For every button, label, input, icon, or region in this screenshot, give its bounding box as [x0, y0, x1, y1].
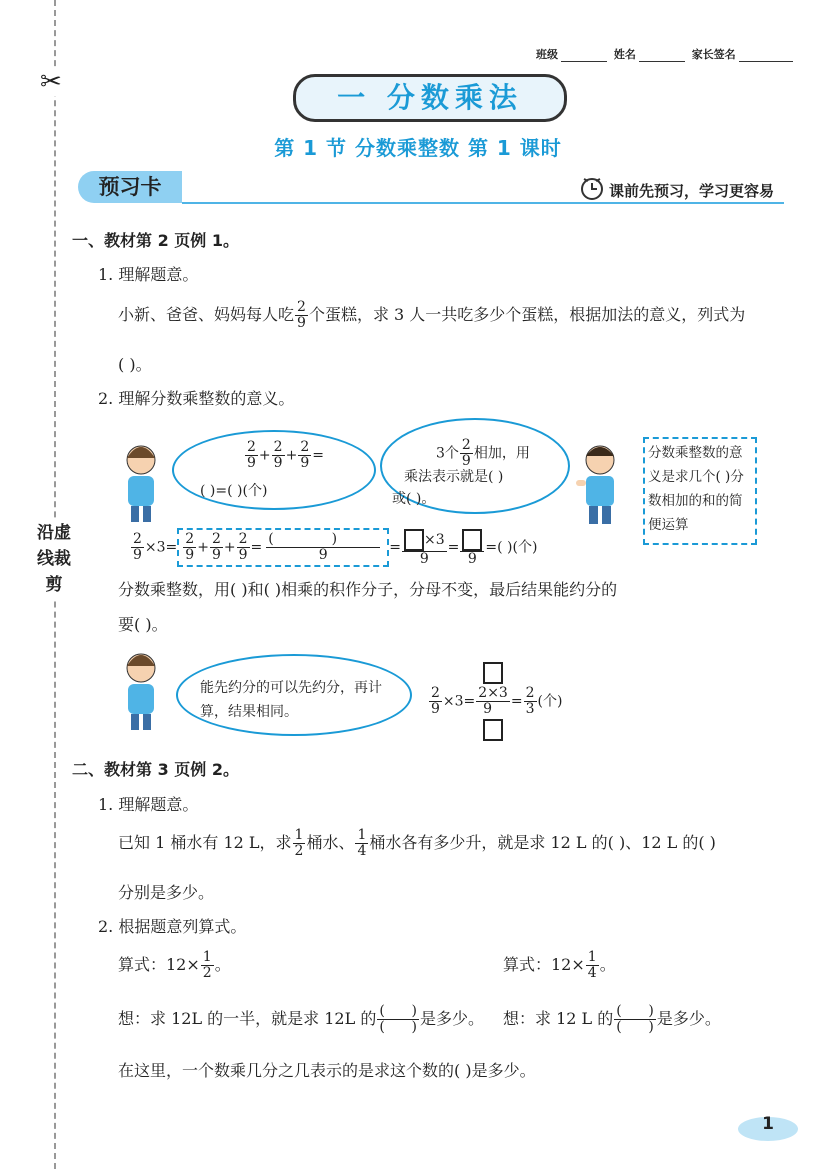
s1-q2-title: 2. 理解分数乘整数的意义。: [98, 389, 295, 408]
bubble2-line3[interactable]: 或( )。: [392, 491, 436, 507]
numerator: 2: [297, 299, 306, 315]
bubble2-line2[interactable]: 乘法表示就是( ): [404, 469, 504, 485]
blank-box[interactable]: [404, 529, 424, 551]
blank-box[interactable]: [483, 719, 503, 741]
s2-text-c[interactable]: 桶水各有多少升，就是求 12 L 的( )、12 L 的( ): [369, 833, 716, 852]
student-info-fields: [536, 46, 796, 62]
class-label: 班级: [536, 48, 558, 61]
scissors-icon: ✂: [40, 67, 62, 97]
blank-box[interactable]: [462, 529, 482, 551]
s1-q1-answer-blank[interactable]: ( )。: [118, 355, 152, 374]
think-quarter: [503, 1004, 721, 1035]
section-divider: [182, 202, 784, 204]
think-quarter-end: 是多少。: [656, 1009, 721, 1028]
parent-signature-field[interactable]: [739, 47, 793, 62]
parent-signature-label: 家长签名: [691, 48, 736, 61]
calc-half: 算式：12× $\frac{1}{2}$ 。: [118, 949, 231, 981]
rule-fill-line2[interactable]: 要( )。: [118, 615, 168, 634]
s2-text-a: 已知 1 桶水有 12 L，求: [118, 833, 292, 852]
boy-illustration: [572, 440, 628, 530]
conclusion-line[interactable]: 在这里，一个数乘几分之几表示的是求这个数的( )是多少。: [118, 1061, 536, 1080]
clock-icon: [578, 174, 606, 206]
calc-half-text: 算式：12×: [118, 955, 200, 974]
class-field[interactable]: [561, 47, 607, 62]
s2-q1-line1: 已知 1 桶水有 12 L，求 $\frac{1}{2}$ 桶水、 $\frac{1}{4}$ 桶水各有多少升，就是求 12 L 的( )、12 L 的( ): [118, 827, 716, 859]
denominator: 9: [297, 315, 306, 331]
blank-box[interactable]: [483, 662, 503, 684]
formula-answer-blank[interactable]: =( )(个): [485, 539, 538, 556]
preview-card-tag: 预习卡: [78, 171, 182, 203]
section1-title: 一、教材第 2 页例 1。: [72, 231, 239, 250]
think-half: [118, 1004, 484, 1035]
fraction-blank[interactable]: $\frac{( )}{( )}$: [616, 1003, 654, 1035]
fraction-multiplication-formula: $\frac{2}{9}$ ×3= $\frac{2}{9}$ + $\frac{2}{9}$ + $\frac{2}{9}$ = $\frac{( )}{9}$ = $\frac{\times 3}{9}$ = 9 =( )(个): [130, 528, 537, 567]
name-field[interactable]: [639, 47, 685, 62]
girl-illustration: [116, 440, 166, 528]
name-label: 姓名: [613, 48, 636, 61]
s2-q1-line2: 分别是多少。: [118, 883, 215, 902]
preview-slogan: 课前先预习，学习更容易: [609, 182, 775, 200]
chapter-title: 一 分数乘法: [293, 74, 567, 122]
lesson-title: 第 1 节 分数乘整数 第 1 课时: [274, 136, 562, 160]
s1-q1-text-b: 个蛋糕，求 3 人一共吃多少个蛋糕，根据加法的意义，列式为: [308, 305, 746, 324]
cut-instruction: 沿虚线裁剪: [36, 520, 72, 598]
bubble2-line1: 3个 $\frac{2}{9}$ 相加，用: [436, 437, 530, 469]
unit-label: (个): [537, 693, 563, 710]
calc-quarter: 算式：12× $\frac{1}{4}$ 。: [503, 949, 616, 981]
think-quarter-text: 想：求 12 L 的: [503, 1009, 614, 1028]
s1-q1-text-a: 小新、爸爸、妈妈每人吃: [118, 305, 295, 324]
section2-title: 二、教材第 3 页例 2。: [72, 760, 239, 779]
fraction-2-9: [295, 300, 308, 331]
girl-illustration-2: [116, 648, 166, 736]
page-number: 1: [738, 1117, 798, 1141]
addition-answer-blanks[interactable]: ( )=( )(个): [200, 483, 268, 499]
meaning-box: 分数乘整数的意义是求几个( )分数相加的和的简便运算: [643, 437, 757, 545]
s1-q1-line1: [118, 300, 745, 331]
s2-text-b: 桶水、: [306, 833, 355, 852]
bubble2-text-a: 3个: [436, 445, 459, 462]
bubble2-text-b: 相加，用: [473, 445, 530, 462]
calc-quarter-text: 算式：12×: [503, 955, 585, 974]
think-half-end: 是多少。: [419, 1009, 484, 1028]
fraction-blank[interactable]: $\frac{( )}{( )}$: [379, 1003, 417, 1035]
s2-q1-title: 1. 理解题意。: [98, 795, 199, 814]
s1-q1-title: 1. 理解题意。: [98, 265, 199, 284]
simplify-formula: $\frac{2}{9}$ ×3= $\frac{2\times 3}{9}$ = $\frac{2}{3}$ (个): [428, 662, 562, 741]
think-half-text: 想：求 12L 的一半，就是求 12L 的: [118, 1009, 377, 1028]
addition-expression: $\frac{2}{9}$ + $\frac{2}{9}$ + $\frac{2}{9}$ =: [247, 439, 324, 471]
simplify-tip: 能先约分的可以先约分，再计算，结果相同。: [200, 680, 382, 720]
s2-q2-title: 2. 根据题意列算式。: [98, 917, 247, 936]
rule-fill-line1[interactable]: 分数乘整数，用( )和( )相乘的积作分子，分母不变，最后结果能约分的: [118, 580, 618, 599]
